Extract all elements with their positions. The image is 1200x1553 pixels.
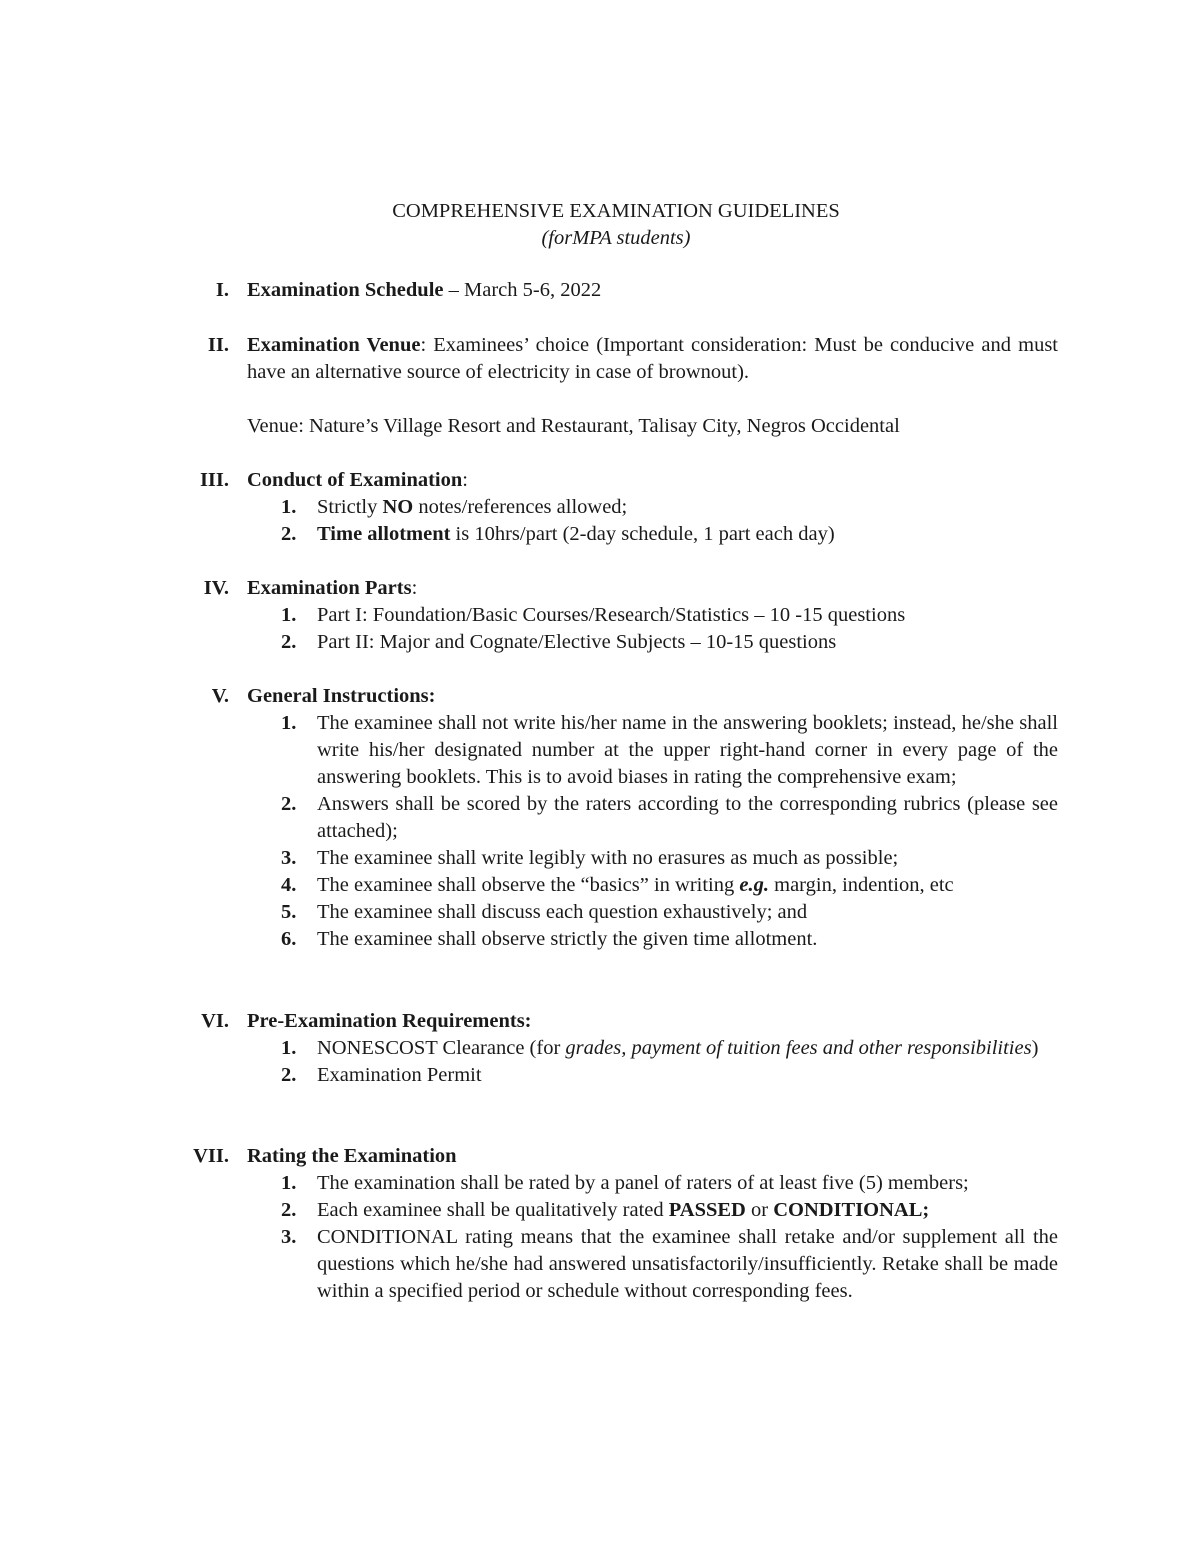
section-numeral: V. bbox=[211, 685, 229, 707]
section-heading: Examination Schedule bbox=[247, 279, 444, 301]
section-heading: General Instructions: bbox=[247, 685, 436, 707]
item-text: The examinee shall not write his/her name in the answering booklets; instead, he/she shall write his/her designated number at the upper right-hand corner in every page of the answering booklets. This is to avoid biases in rating the comprehensive exam; bbox=[317, 712, 1058, 788]
item-text: The examinee shall discuss each question exhaustively; and bbox=[317, 901, 808, 923]
item-number: 1. bbox=[281, 1172, 297, 1194]
item-text: is 10hrs/part (2-day schedule, 1 part each day) bbox=[450, 523, 835, 545]
item-number: 2. bbox=[281, 1199, 297, 1221]
list-item bbox=[247, 602, 1058, 629]
item-text: Examination Permit bbox=[317, 1064, 482, 1086]
venue-line: Venue: Nature’s Village Resort and Restaurant, Talisay City, Negros Occidental bbox=[247, 415, 900, 437]
section-heading: Rating the Examination bbox=[247, 1145, 457, 1167]
section-numeral: I. bbox=[215, 279, 229, 301]
item-number: 5. bbox=[281, 901, 297, 923]
item-text: The examinee shall observe strictly the given time allotment. bbox=[317, 928, 818, 950]
list-item bbox=[247, 1224, 1058, 1305]
item-text: The examinee shall write legibly with no erasures as much as possible; bbox=[317, 847, 899, 869]
section-heading: Pre-Examination Requirements: bbox=[247, 1010, 532, 1032]
document-subtitle: (forMPA students) bbox=[541, 227, 691, 249]
section-heading: Examination Venue bbox=[247, 334, 421, 356]
item-bold-text: PASSED bbox=[668, 1199, 746, 1221]
item-number: 6. bbox=[281, 928, 297, 950]
item-text: NONESCOST Clearance (for bbox=[317, 1037, 566, 1059]
item-emphasis-text: e.g. bbox=[739, 874, 769, 896]
item-number: 1. bbox=[281, 1037, 297, 1059]
section-text: : Examinees’ choice (Important consideration: Must be conducive and must have an alternative source of electricity in case of brownout). bbox=[247, 334, 1058, 383]
item-text: The examinee shall observe the “basics” in writing bbox=[317, 874, 740, 896]
section-heading: Conduct of Examination bbox=[247, 469, 463, 491]
item-number: 2. bbox=[281, 631, 297, 653]
list-item bbox=[247, 1170, 1058, 1197]
list-item bbox=[247, 494, 1058, 521]
document-title: COMPREHENSIVE EXAMINATION GUIDELINES bbox=[392, 200, 840, 222]
item-bold-text: NO bbox=[382, 496, 414, 518]
item-number: 2. bbox=[281, 1064, 297, 1086]
item-number: 3. bbox=[281, 847, 297, 869]
section-numeral: II. bbox=[207, 334, 229, 356]
list-item bbox=[247, 629, 1058, 656]
item-number: 1. bbox=[281, 604, 297, 626]
item-italic-text: grades, payment of tuition fees and other responsibilities bbox=[565, 1037, 1032, 1059]
item-bold-text: Time allotment bbox=[317, 523, 451, 545]
list-item bbox=[247, 1197, 1058, 1224]
item-number: 4. bbox=[281, 874, 297, 896]
item-text: ) bbox=[1031, 1037, 1039, 1059]
item-bold-text: CONDITIONAL; bbox=[773, 1199, 930, 1221]
heading-suffix: : bbox=[411, 577, 418, 599]
item-number: 1. bbox=[281, 712, 297, 734]
item-number: 3. bbox=[281, 1226, 297, 1248]
item-text: margin, indention, etc bbox=[769, 874, 954, 896]
item-text: or bbox=[745, 1199, 774, 1221]
list-item bbox=[247, 1035, 1058, 1062]
section-text: – March 5-6, 2022 bbox=[443, 279, 602, 301]
list-item bbox=[247, 845, 1058, 872]
list-item bbox=[247, 926, 1058, 953]
section-numeral: III. bbox=[199, 469, 229, 491]
item-text: Each examinee shall be qualitatively rated bbox=[317, 1199, 669, 1221]
section-numeral: VI. bbox=[201, 1010, 229, 1032]
item-text: Part II: Major and Cognate/Elective Subjects – 10-15 questions bbox=[317, 631, 837, 653]
item-text: notes/references allowed; bbox=[413, 496, 628, 518]
item-number: 2. bbox=[281, 523, 297, 545]
heading-suffix: : bbox=[462, 469, 468, 491]
list-item bbox=[247, 1062, 1058, 1089]
item-number: 2. bbox=[281, 793, 297, 815]
list-item bbox=[247, 899, 1058, 926]
item-text: Strictly bbox=[317, 496, 383, 518]
item-text: Part I: Foundation/Basic Courses/Research/Statistics – 10 -15 questions bbox=[317, 604, 906, 626]
list-item bbox=[247, 872, 1058, 899]
item-number: 1. bbox=[281, 496, 297, 518]
item-text: CONDITIONAL rating means that the examinee shall retake and/or supplement all the questions which he/she had answered unsatisfactorily/insufficiently. Retake shall be made within a specified period or schedule without corresponding fees. bbox=[317, 1226, 1058, 1302]
section-numeral: VII. bbox=[193, 1145, 229, 1167]
list-item bbox=[247, 521, 1058, 548]
list-item bbox=[247, 710, 1058, 791]
section-numeral: IV. bbox=[203, 577, 229, 599]
list-item bbox=[247, 791, 1058, 845]
item-text: The examination shall be rated by a panel of raters of at least five (5) members; bbox=[317, 1172, 969, 1194]
section-heading: Examination Parts bbox=[247, 577, 412, 599]
item-text: Answers shall be scored by the raters according to the corresponding rubrics (please see attached); bbox=[317, 793, 1058, 842]
